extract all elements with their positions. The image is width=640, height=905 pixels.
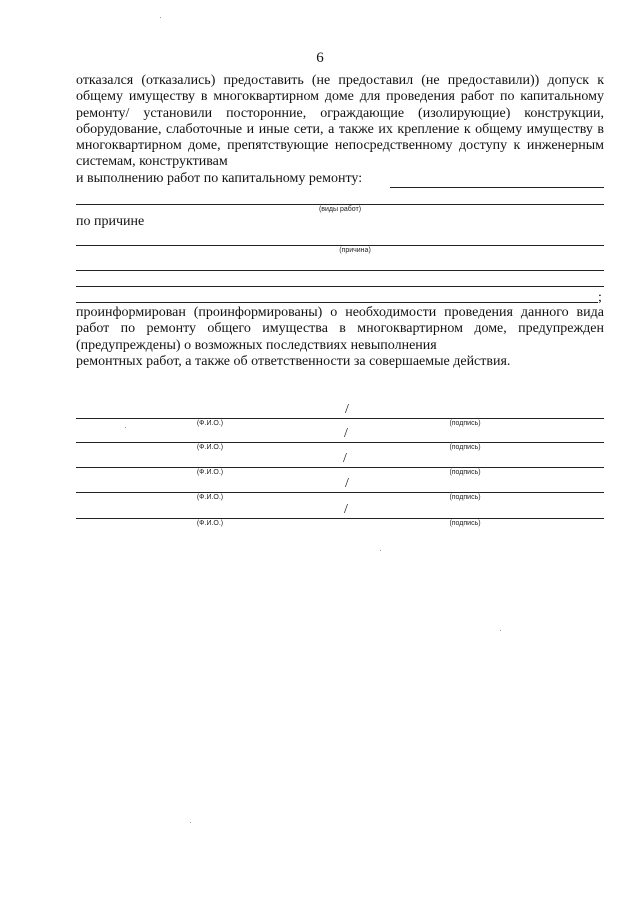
page-number: 6 [316,50,324,66]
signature-slash: / [343,451,347,466]
scan-speck [380,550,381,551]
scan-speck [500,630,501,631]
informed-paragraph-text: проинформирован (проинформированы) о необходимости проведения данного вида работ по ремонту общего имущества в многоквартирном доме, предупрежден (предупреждены) о возможных последствиях невыполнения [76,305,604,353]
informed-paragraph [76,305,604,370]
refusal-paragraph [76,73,604,187]
scan-speck [190,822,191,823]
reason-fill-line-4 [76,302,598,303]
signature-caption: (подпись) [449,469,481,476]
signature-line [76,467,604,468]
scan-speck [125,427,126,428]
reason-caption: (причина) [339,247,371,254]
signature-slash: / [345,476,349,491]
name-caption: (Ф.И.О.) [196,420,224,427]
refusal-paragraph-text: отказался (отказались) предоставить (не предоставил (не предоставили)) допуск к общему имуществу в многоквартирном доме для проведения работ по капитальному ремонту/ установили посторонние, ограждающие (изолирующие) конструкции, оборудование, слаботочные и иные сети, а также их крепление к общему имуществу в многоквартирном доме, препятствующие непосредственному доступу к инженерным системам, конструктивам [76,73,604,170]
signature-line [76,492,604,493]
refusal-paragraph-last-line: и выполнению работ по капитальному ремонту: [76,170,363,186]
name-caption: (Ф.И.О.) [196,494,224,501]
work-types-fill-line-2 [76,204,604,205]
signature-line [76,418,604,419]
name-caption: (Ф.И.О.) [196,444,224,451]
signature-caption: (подпись) [449,520,481,527]
name-caption: (Ф.И.О.) [196,520,224,527]
signature-caption: (подпись) [449,420,481,427]
reason-fill-line-1 [76,245,604,246]
signature-line [76,442,604,443]
signature-caption: (подпись) [449,494,481,501]
informed-paragraph-last-line: ремонтных работ, а также об ответственности за совершаемые действия. [76,353,511,369]
signature-slash: / [344,426,348,441]
signature-line [76,518,604,519]
reason-label: по причине [76,214,145,229]
work-types-fill-line-1 [390,187,604,188]
scan-speck [160,17,161,18]
reason-semicolon: ; [598,290,602,305]
reason-fill-line-2 [76,270,604,271]
signature-slash: / [345,402,349,417]
name-caption: (Ф.И.О.) [196,469,224,476]
signature-caption: (подпись) [449,444,481,451]
reason-fill-line-3 [76,286,604,287]
work-types-caption: (виды работ) [318,206,362,213]
signature-slash: / [344,502,348,517]
